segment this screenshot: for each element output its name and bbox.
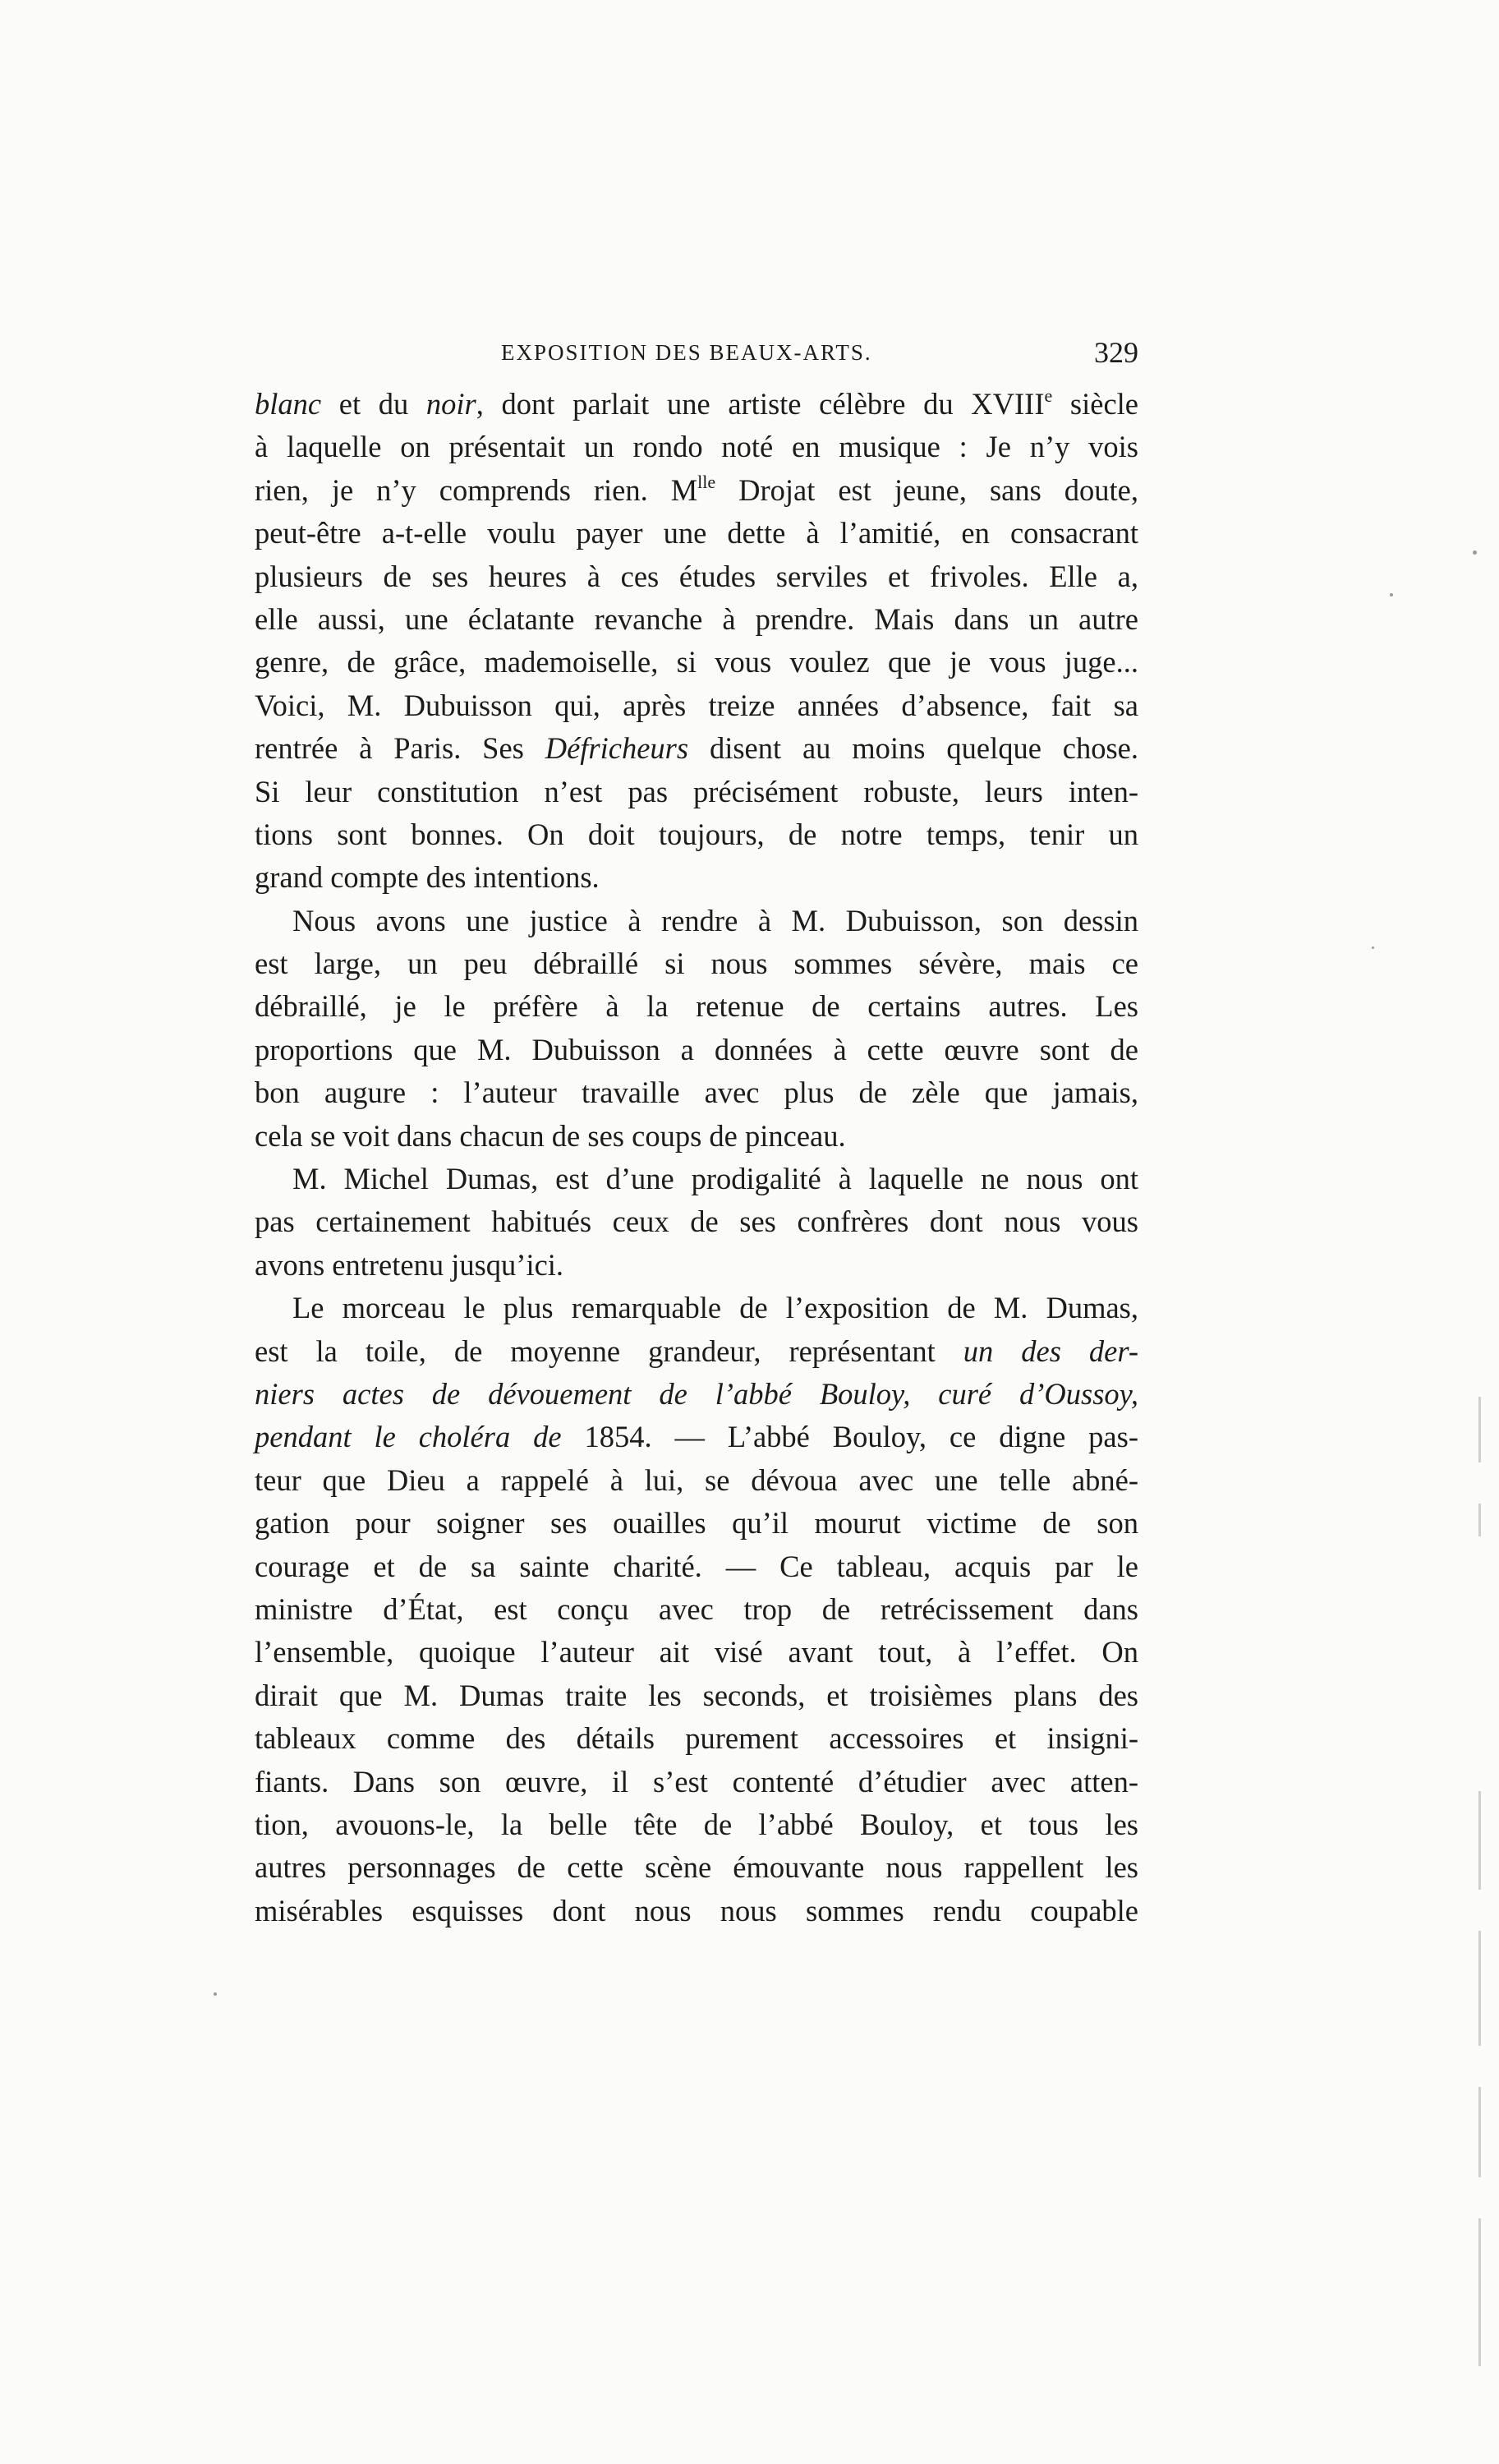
text-line: ministre d’État, est conçu avec trop de retrécissement dans (255, 1591, 1138, 1626)
text-line: misérables esquisses dont nous nous sommes rendu coupable (255, 1893, 1138, 1927)
text-line: rien, je n’y comprends rien. $M^{lle}$ Drojat est jeune, sans doute, (255, 471, 1138, 507)
text-line: tions sont bonnes. On doit toujours, de notre temps, tenir un (255, 817, 1138, 851)
scan-speck (1390, 593, 1393, 596)
scan-margin-line (1478, 1791, 1481, 1890)
text-line: tion, avouons-le, la belle tête de l’abbé Bouloy, et tous les (255, 1807, 1138, 1841)
text-line: tableaux comme des détails purement accessoires et insigni- (255, 1721, 1138, 1756)
scan-margin-line (1478, 2087, 1481, 2177)
text-line: blanc et du noir, dont parlait une artiste célèbre du XVIIIe siècle (255, 385, 1139, 421)
text-line: courage et de sa sainte charité. — Ce tableau, acquis par le (255, 1549, 1138, 1583)
text-line: pas certainement habitués ceux de ses confrères dont nous vous (255, 1204, 1138, 1239)
text-line: dirait que M. Dumas traite les seconds, et troisièmes plans des (255, 1678, 1138, 1712)
scan-margin-line (1478, 1397, 1481, 1462)
text-line: elle aussi, une éclatante revanche à prendre. Mais dans un autre (255, 601, 1138, 636)
text-line: genre, de grâce, mademoiselle, si vous voulez que je vous juge... (255, 645, 1138, 679)
text-line: peut-être a-t-elle voulu payer une dette à l’amitié, en consacrant (255, 516, 1138, 550)
scan-margin-line (1478, 2218, 1481, 2366)
text-line: niers actes de dévouement de l’abbé Bouloy, curé d’Oussoy, (255, 1376, 1138, 1411)
text-line: fiants. Dans son œuvre, il s’est contenté d’étudier avec atten- (255, 1764, 1138, 1798)
paragraph-first-line: M. Michel Dumas, est d’une prodigalité à laquelle ne nous ont (292, 1162, 1138, 1196)
scan-speck (214, 1992, 217, 1996)
page-number: 329 (1094, 336, 1138, 369)
text-line: l’ensemble, quoique l’auteur ait visé avant tout, à l’effet. On (255, 1635, 1138, 1670)
text-line: plusieurs de ses heures à ces études serviles et frivoles. Elle a, (255, 559, 1138, 593)
scan-speck (1372, 946, 1374, 949)
text-line: rentrée à Paris. Ses Défricheurs disent au moins quelque chose. (255, 731, 1138, 766)
text-line: débraillé, je le préfère à la retenue de certains autres. Les (255, 989, 1138, 1024)
text-line: est large, un peu débraillé si nous sommes sévère, mais ce (255, 946, 1138, 981)
paragraph-first-line: Nous avons une justice à rendre à M. Dubuisson, son dessin (292, 903, 1138, 937)
body-text (255, 383, 1138, 1932)
text-line: gation pour soigner ses ouailles qu’il mourut victime de son (255, 1506, 1138, 1541)
text-line: Si leur constitution n’est pas précisément robuste, leurs inten- (255, 774, 1138, 808)
running-title: EXPOSITION DES BEAUX-ARTS. (501, 340, 872, 365)
text-line: autres personnages de cette scène émouvante nous rappellent les (255, 1850, 1138, 1885)
scan-margin-line (1478, 1504, 1481, 1536)
text-line: bon augure : l’auteur travaille avec plus de zèle que jamais, (255, 1075, 1138, 1110)
text-line: cela se voit dans chacun de ses coups de pinceau. (255, 1118, 846, 1153)
text-line: avons entretenu jusqu’ici. (255, 1247, 564, 1282)
text-line: pendant le choléra de 1854. — L’abbé Bouloy, ce digne pas- (255, 1420, 1138, 1454)
scan-margin-line (1478, 1931, 1481, 2046)
page-header (255, 335, 1138, 376)
text-line: teur que Dieu a rappelé à lui, se dévoua avec une telle abné- (255, 1462, 1138, 1497)
scan-speck (1473, 550, 1477, 555)
text-line: proportions que M. Dubuisson a données à cette œuvre sont de (255, 1032, 1138, 1066)
paragraph-first-line: Le morceau le plus remarquable de l’exposition de M. Dumas, (292, 1291, 1138, 1325)
text-line: est la toile, de moyenne grandeur, représentant un des der- (255, 1333, 1138, 1368)
text-line: Voici, M. Dubuisson qui, après treize années d’absence, fait sa (255, 688, 1138, 722)
text-line: grand compte des intentions. (255, 860, 600, 895)
text-line: à laquelle on présentait un rondo noté en musique : Je n’y vois (255, 430, 1138, 464)
